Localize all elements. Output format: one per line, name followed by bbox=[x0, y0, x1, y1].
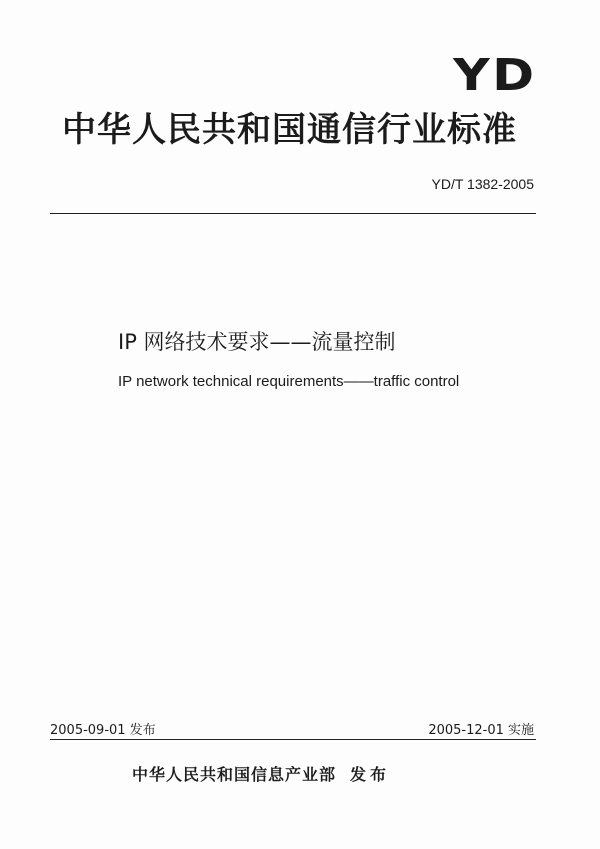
implement-date: 2005-12-01 实施 bbox=[428, 723, 534, 738]
document-title-english: IP network technical requirements——traffic control bbox=[118, 373, 460, 390]
issuer-line bbox=[132, 762, 390, 785]
top-divider bbox=[50, 213, 536, 214]
organization-title: 中华人民共和国通信行业标准 bbox=[62, 110, 517, 150]
issuer-action: 发布 bbox=[350, 765, 391, 784]
bottom-divider bbox=[50, 739, 536, 740]
publish-date: 2005-09-01 发布 bbox=[50, 723, 156, 738]
issuer-name: 中华人民共和国信息产业部 bbox=[132, 765, 337, 784]
yd-logo: YD bbox=[452, 50, 536, 101]
document-title-chinese: IP 网络技术要求——流量控制 bbox=[118, 330, 396, 354]
standard-number: YD/T 1382-2005 bbox=[431, 176, 534, 192]
